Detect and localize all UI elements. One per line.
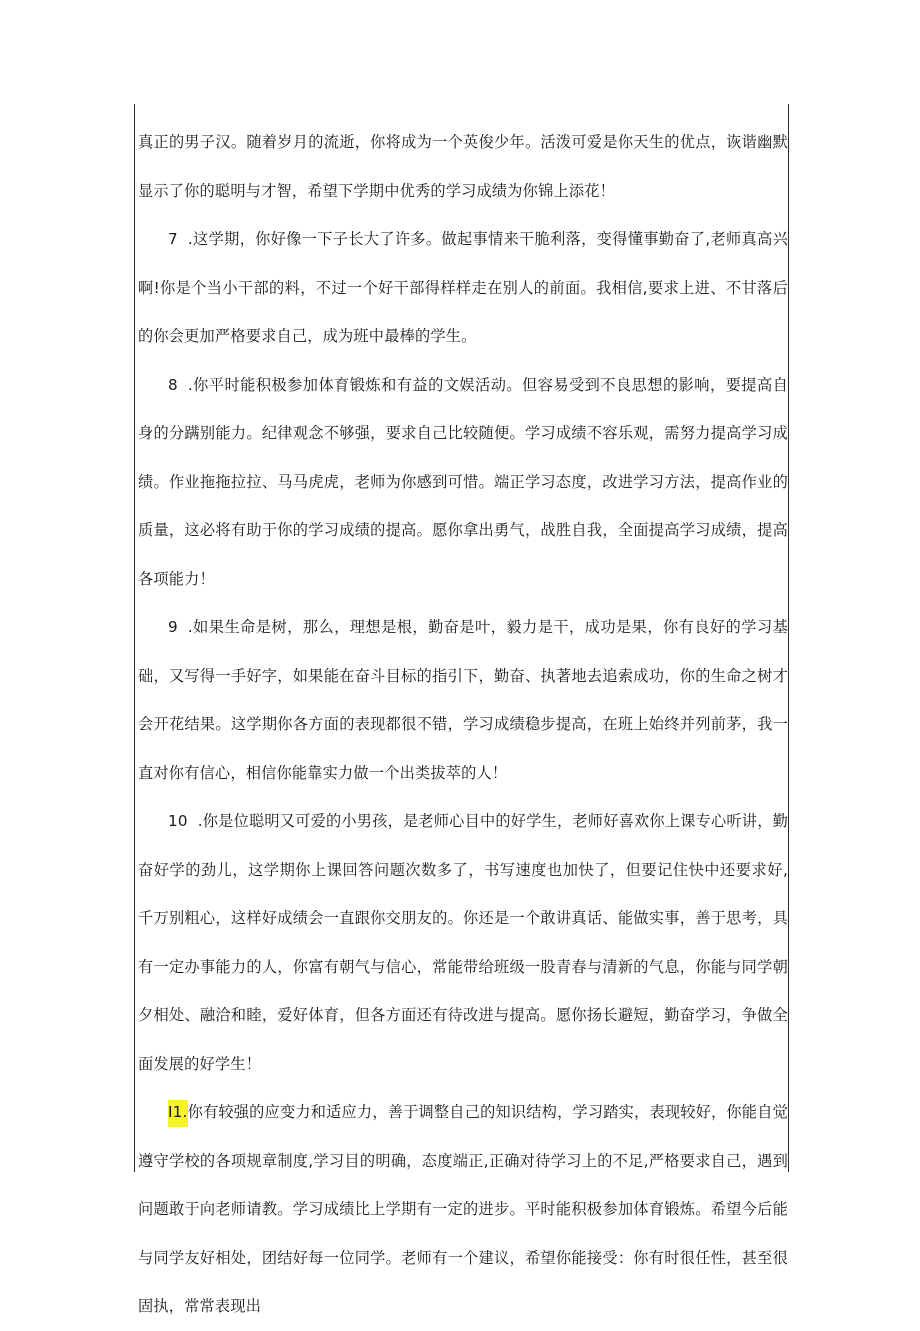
paragraph-text: 你有较强的应变力和适应力，善于调整自己的知识结构，学习踏实，表现较好，你能自觉遵守学校的各项规章制度,学习目的明确，态度端正,正确对待学习上的不足,严格要求自己，遇到问题敢于向老师请教。学习成绩比上学期有一定的进步。平时能积极参加体育锻炼。希望今后能与同学友好相处，团结好每一位同学。老师有一个建议，希望你能接受：你有时很任性，甚至很固执，常常表现出: [138, 1103, 788, 1315]
document-body: [138, 118, 788, 1331]
paragraph-text: .这学期，你好像一下子长大了许多。做起事情来干脆利落，变得懂事勤奋了,老师真高兴啊!你是个当小干部的料，不过一个好干部得样样走在别人的前面。我相信,要求上进、不甘落后的你会更加严格要求自己，成为班中最棒的学生。: [138, 230, 788, 345]
paragraph-text: .你是位聪明又可爱的小男孩，是老师心目中的好学生，老师好喜欢你上课专心听讲，勤奋好学的劲儿，这学期你上课回答问题次数多了，书写速度也加快了，但要记住快中还要求好,千万别粗心，这样好成绩会一直跟你交朋友的。你还是一个敢讲真话、能做实事，善于思考，具有一定办事能力的人，你富有朝气与信心，常能带给班级一股青春与清新的气息，你能与同学朝夕相处、融洽和睦，爱好体育，但各方面还有待改进与提高。愿你扬长避短，勤奋学习，争做全面发展的好学生！: [138, 812, 788, 1073]
paragraph-text: 真正的男子汉。随着岁月的流逝，你将成为一个英俊少年。活泼可爱是你天生的优点，诙谐幽默显示了你的聪明与才智，希望下学期中优秀的学习成绩为你锦上添花！: [138, 133, 788, 200]
paragraph-9: [138, 603, 788, 797]
paragraph-text: .如果生命是树，那么，理想是根，勤奋是叶，毅力是干，成功是果，你有良好的学习基础，又写得一手好字，如果能在奋斗目标的指引下，勤奋、执著地去追索成功，你的生命之树才会开花结果。这学期你各方面的表现都很不错，学习成绩稳步提高，在班上始终并列前茅，我一直对你有信心，相信你能靠实力做一个出类拔萃的人！: [138, 618, 788, 782]
paragraph-number: 9: [168, 618, 178, 636]
highlighted-paragraph-number: I1.: [168, 1100, 188, 1127]
paragraph-10: [138, 797, 788, 1088]
paragraph-7: [138, 215, 788, 361]
paragraph-number: 10: [168, 812, 188, 830]
paragraph-number: 7: [168, 230, 178, 248]
paragraph-continued: [138, 118, 788, 215]
paragraph-number: 8: [168, 375, 178, 394]
paragraph-8: [138, 361, 788, 604]
paragraph-11: [138, 1088, 788, 1331]
paragraph-text: .你平时能积极参加体育锻炼和有益的文娱活动。但容易受到不良思想的影响，要提高自身的分蹒别能力。纪律观念不够强，要求自己比较随便。学习成绩不容乐观，需努力提高学习成绩。作业拖拖拉拉、马马虎虎，老师为你感到可惜。端正学习态度，改进学习方法，提高作业的质量，这必将有助于你的学习成绩的提高。愿你拿出勇气，战胜自我，全面提高学习成绩，提高各项能力！: [138, 375, 788, 588]
